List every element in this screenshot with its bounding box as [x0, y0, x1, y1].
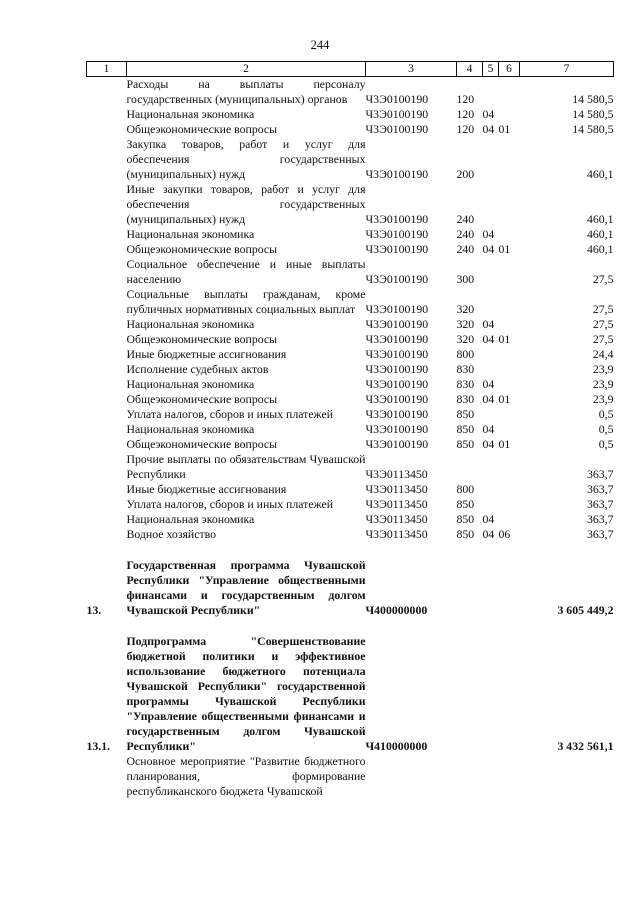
cell-vr: 850	[456, 437, 475, 451]
cell-amount: 14 580,5	[572, 92, 614, 106]
subprogram-number: 13.1.	[86, 739, 111, 753]
cell-code: Ч3Э0100190	[365, 212, 429, 226]
cell-name: Закупка товаров, работ и услуг для обеспечения государственных (муниципальных) нужд	[126, 137, 366, 181]
cell-pr: 01	[498, 242, 511, 256]
cell-pr: 01	[498, 332, 511, 346]
cell-name: Расходы на выплаты персоналу государственных (муниципальных) органов	[126, 77, 366, 106]
table-row	[87, 107, 614, 122]
cell-name: Уплата налогов, сборов и иных платежей	[126, 407, 334, 421]
cell-code: Ч3Э0100190	[365, 422, 429, 436]
table-body	[87, 77, 614, 543]
cell-code: Ч3Э0113450	[365, 497, 428, 511]
cell-amount: 23,9	[592, 392, 614, 406]
cell-vr: 850	[456, 527, 475, 541]
cell-pr	[499, 482, 520, 497]
cell-amount: 363,7	[586, 512, 614, 526]
col-header-2: 2	[127, 62, 366, 77]
cell-rz	[483, 257, 499, 287]
event-name: Основное мероприятие "Развитие бюджетного планирования, формирование республиканского бюджета Чувашской	[126, 754, 366, 798]
col-header-6: 6	[499, 62, 520, 77]
table-row	[87, 122, 614, 137]
cell-code: Ч3Э0100190	[365, 362, 429, 376]
table-row	[87, 227, 614, 242]
cell-rz: 04	[482, 392, 495, 406]
cell-code: Ч3Э0100190	[365, 107, 429, 121]
cell-rz	[483, 407, 499, 422]
cell-vr: 120	[456, 92, 475, 106]
cell-rz	[483, 482, 499, 497]
col-header-7: 7	[520, 62, 614, 77]
cell-amount: 460,1	[586, 242, 614, 256]
cell-amount: 14 580,5	[572, 122, 614, 136]
cell-name: Общеэкономические вопросы	[126, 437, 278, 451]
cell-pr	[499, 407, 520, 422]
cell-rz: 04	[482, 527, 495, 541]
cell-vr: 320	[456, 332, 475, 346]
cell-code: Ч3Э0100190	[365, 377, 429, 391]
col-header-3: 3	[366, 62, 457, 77]
cell-vr: 800	[456, 482, 475, 496]
program-name: Государственная программа Чувашской Республики "Управление общественными финансами и государственным долгом Чувашской Республики"	[126, 558, 366, 617]
cell-vr: 240	[456, 212, 475, 226]
col-header-5: 5	[483, 62, 499, 77]
cell-name: Иные закупки товаров, работ и услуг для обеспечения государственных (муниципальных) нужд	[126, 182, 366, 226]
table-row	[87, 242, 614, 257]
table-row	[87, 257, 614, 287]
cell-rz	[483, 452, 499, 482]
cell-pr	[499, 422, 520, 437]
cell-pr	[499, 512, 520, 527]
cell-pr	[499, 287, 520, 317]
program-row	[87, 558, 614, 618]
program-number: 13.	[86, 603, 102, 617]
cell-vr	[457, 452, 483, 482]
cell-code: Ч3Э0100190	[365, 302, 429, 316]
cell-rz	[483, 362, 499, 377]
cell-vr: 240	[456, 242, 475, 256]
cell-name: Уплата налогов, сборов и иных платежей	[126, 497, 334, 511]
cell-amount: 0,5	[598, 437, 614, 451]
cell-rz: 04	[482, 317, 495, 331]
cell-code: Ч3Э0100190	[365, 437, 429, 451]
cell-amount: 23,9	[592, 362, 614, 376]
cell-amount: 14 580,5	[572, 107, 614, 121]
cell-rz	[483, 77, 499, 108]
cell-amount: 460,1	[586, 212, 614, 226]
event-row	[87, 754, 614, 799]
cell-rz: 04	[482, 512, 495, 526]
table-row	[87, 527, 614, 542]
table-header	[87, 62, 614, 77]
cell-code: Ч3Э0100190	[365, 92, 429, 106]
subprogram-row	[87, 634, 614, 754]
cell-vr: 120	[456, 107, 475, 121]
cell-pr: 06	[498, 527, 511, 541]
col-header-1: 1	[87, 62, 127, 77]
cell-amount: 24,4	[592, 347, 614, 361]
table-row	[87, 77, 614, 108]
table-row	[87, 512, 614, 527]
table-row	[87, 287, 614, 317]
cell-rz: 04	[482, 107, 495, 121]
cell-pr: 01	[498, 392, 511, 406]
cell-code: Ч3Э0113450	[365, 512, 428, 526]
col-header-4: 4	[457, 62, 483, 77]
cell-name: Исполнение судебных актов	[126, 362, 269, 376]
cell-rz	[483, 137, 499, 182]
cell-rz	[483, 347, 499, 362]
cell-rz: 04	[482, 122, 495, 136]
cell-name: Иные бюджетные ассигнования	[126, 347, 287, 361]
cell-name: Национальная экономика	[126, 107, 255, 121]
cell-name: Водное хозяйство	[126, 527, 216, 541]
cell-pr: 01	[498, 437, 511, 451]
cell-name: Социальное обеспечение и иные выплаты населению	[126, 257, 366, 286]
table-row	[87, 407, 614, 422]
cell-code: Ч3Э0113450	[365, 527, 428, 541]
table-row	[87, 392, 614, 407]
cell-code: Ч3Э0100190	[365, 167, 429, 181]
page-number: 244	[310, 38, 330, 52]
cell-rz	[483, 182, 499, 227]
cell-code: Ч3Э0100190	[365, 227, 429, 241]
program-code: Ч400000000	[365, 603, 428, 617]
cell-code: Ч3Э0100190	[365, 332, 429, 346]
cell-pr	[499, 182, 520, 227]
table-row	[87, 347, 614, 362]
cell-vr: 850	[456, 512, 475, 526]
cell-amount: 363,7	[586, 467, 614, 481]
cell-amount: 0,5	[598, 407, 614, 421]
table-row	[87, 482, 614, 497]
cell-name: Иные бюджетные ассигнования	[126, 482, 287, 496]
table-row	[87, 182, 614, 227]
cell-pr	[499, 227, 520, 242]
table-row	[87, 497, 614, 512]
cell-vr: 800	[456, 347, 475, 361]
cell-pr	[499, 497, 520, 512]
cell-vr: 830	[456, 392, 475, 406]
cell-pr	[499, 377, 520, 392]
cell-rz: 04	[482, 332, 495, 346]
program-section	[87, 542, 614, 799]
cell-rz: 04	[482, 437, 495, 451]
cell-name: Общеэкономические вопросы	[126, 332, 278, 346]
table-row	[87, 437, 614, 452]
cell-name: Национальная экономика	[126, 422, 255, 436]
cell-pr	[499, 257, 520, 287]
cell-pr	[499, 452, 520, 482]
cell-pr	[499, 317, 520, 332]
subprogram-amount: 3 432 561,1	[557, 739, 614, 753]
cell-pr	[499, 362, 520, 377]
cell-pr	[499, 107, 520, 122]
cell-name: Общеэкономические вопросы	[126, 392, 278, 406]
table-row	[87, 422, 614, 437]
cell-code: Ч3Э0100190	[365, 317, 429, 331]
cell-name: Общеэкономические вопросы	[126, 122, 278, 136]
cell-rz: 04	[482, 242, 495, 256]
cell-amount: 27,5	[592, 332, 614, 346]
cell-code: Ч3Э0113450	[365, 467, 428, 481]
table-row	[87, 137, 614, 182]
subprogram-code: Ч410000000	[365, 739, 428, 753]
cell-amount: 23,9	[592, 377, 614, 391]
cell-name: Национальная экономика	[126, 317, 255, 331]
cell-name: Общеэкономические вопросы	[126, 242, 278, 256]
cell-amount: 363,7	[586, 482, 614, 496]
cell-name: Национальная экономика	[126, 227, 255, 241]
cell-amount: 460,1	[586, 167, 614, 181]
cell-rz: 04	[482, 227, 495, 241]
cell-pr	[499, 137, 520, 182]
cell-name: Национальная экономика	[126, 512, 255, 526]
cell-amount: 0,5	[598, 422, 614, 436]
cell-vr: 120	[456, 122, 475, 136]
cell-pr: 01	[498, 122, 511, 136]
cell-vr: 830	[456, 362, 475, 376]
cell-amount: 27,5	[592, 317, 614, 331]
cell-vr: 850	[456, 497, 475, 511]
cell-code: Ч3Э0113450	[365, 482, 428, 496]
cell-vr: 850	[456, 422, 475, 436]
cell-vr: 850	[456, 407, 475, 421]
cell-amount: 363,7	[586, 497, 614, 511]
cell-code: Ч3Э0100190	[365, 122, 429, 136]
cell-rz	[483, 497, 499, 512]
cell-vr: 240	[456, 227, 475, 241]
table-row	[87, 452, 614, 482]
cell-code: Ч3Э0100190	[365, 242, 429, 256]
cell-name: Национальная экономика	[126, 377, 255, 391]
cell-amount: 27,5	[592, 272, 614, 286]
cell-pr	[499, 77, 520, 108]
cell-code: Ч3Э0100190	[365, 347, 429, 361]
cell-rz: 04	[482, 422, 495, 436]
subprogram-name: Подпрограмма "Совершенствование бюджетной политики и эффективное использование бюджетного потенциала Чувашской Республики" государственной программы Чувашской Республики "Управление общественными финансами и государственным долгом Чувашской Республики"	[126, 634, 366, 753]
cell-amount: 363,7	[586, 527, 614, 541]
cell-vr: 830	[456, 377, 475, 391]
budget-table	[86, 61, 614, 799]
table-row	[87, 332, 614, 347]
cell-amount: 27,5	[592, 302, 614, 316]
cell-amount: 460,1	[586, 227, 614, 241]
cell-vr: 320	[456, 302, 475, 316]
program-amount: 3 605 449,2	[557, 603, 614, 617]
cell-code: Ч3Э0100190	[365, 407, 429, 421]
cell-vr: 320	[456, 317, 475, 331]
cell-name: Социальные выплаты гражданам, кроме публичных нормативных социальных выплат	[126, 287, 366, 316]
cell-name: Прочие выплаты по обязательствам Чувашской Республики	[126, 452, 366, 481]
cell-pr	[499, 347, 520, 362]
cell-vr: 300	[456, 272, 475, 286]
cell-rz: 04	[482, 377, 495, 391]
table-row	[87, 362, 614, 377]
cell-vr: 200	[456, 167, 475, 181]
cell-rz	[483, 287, 499, 317]
table-row	[87, 317, 614, 332]
table-row	[87, 377, 614, 392]
cell-code: Ч3Э0100190	[365, 392, 429, 406]
cell-code: Ч3Э0100190	[365, 272, 429, 286]
